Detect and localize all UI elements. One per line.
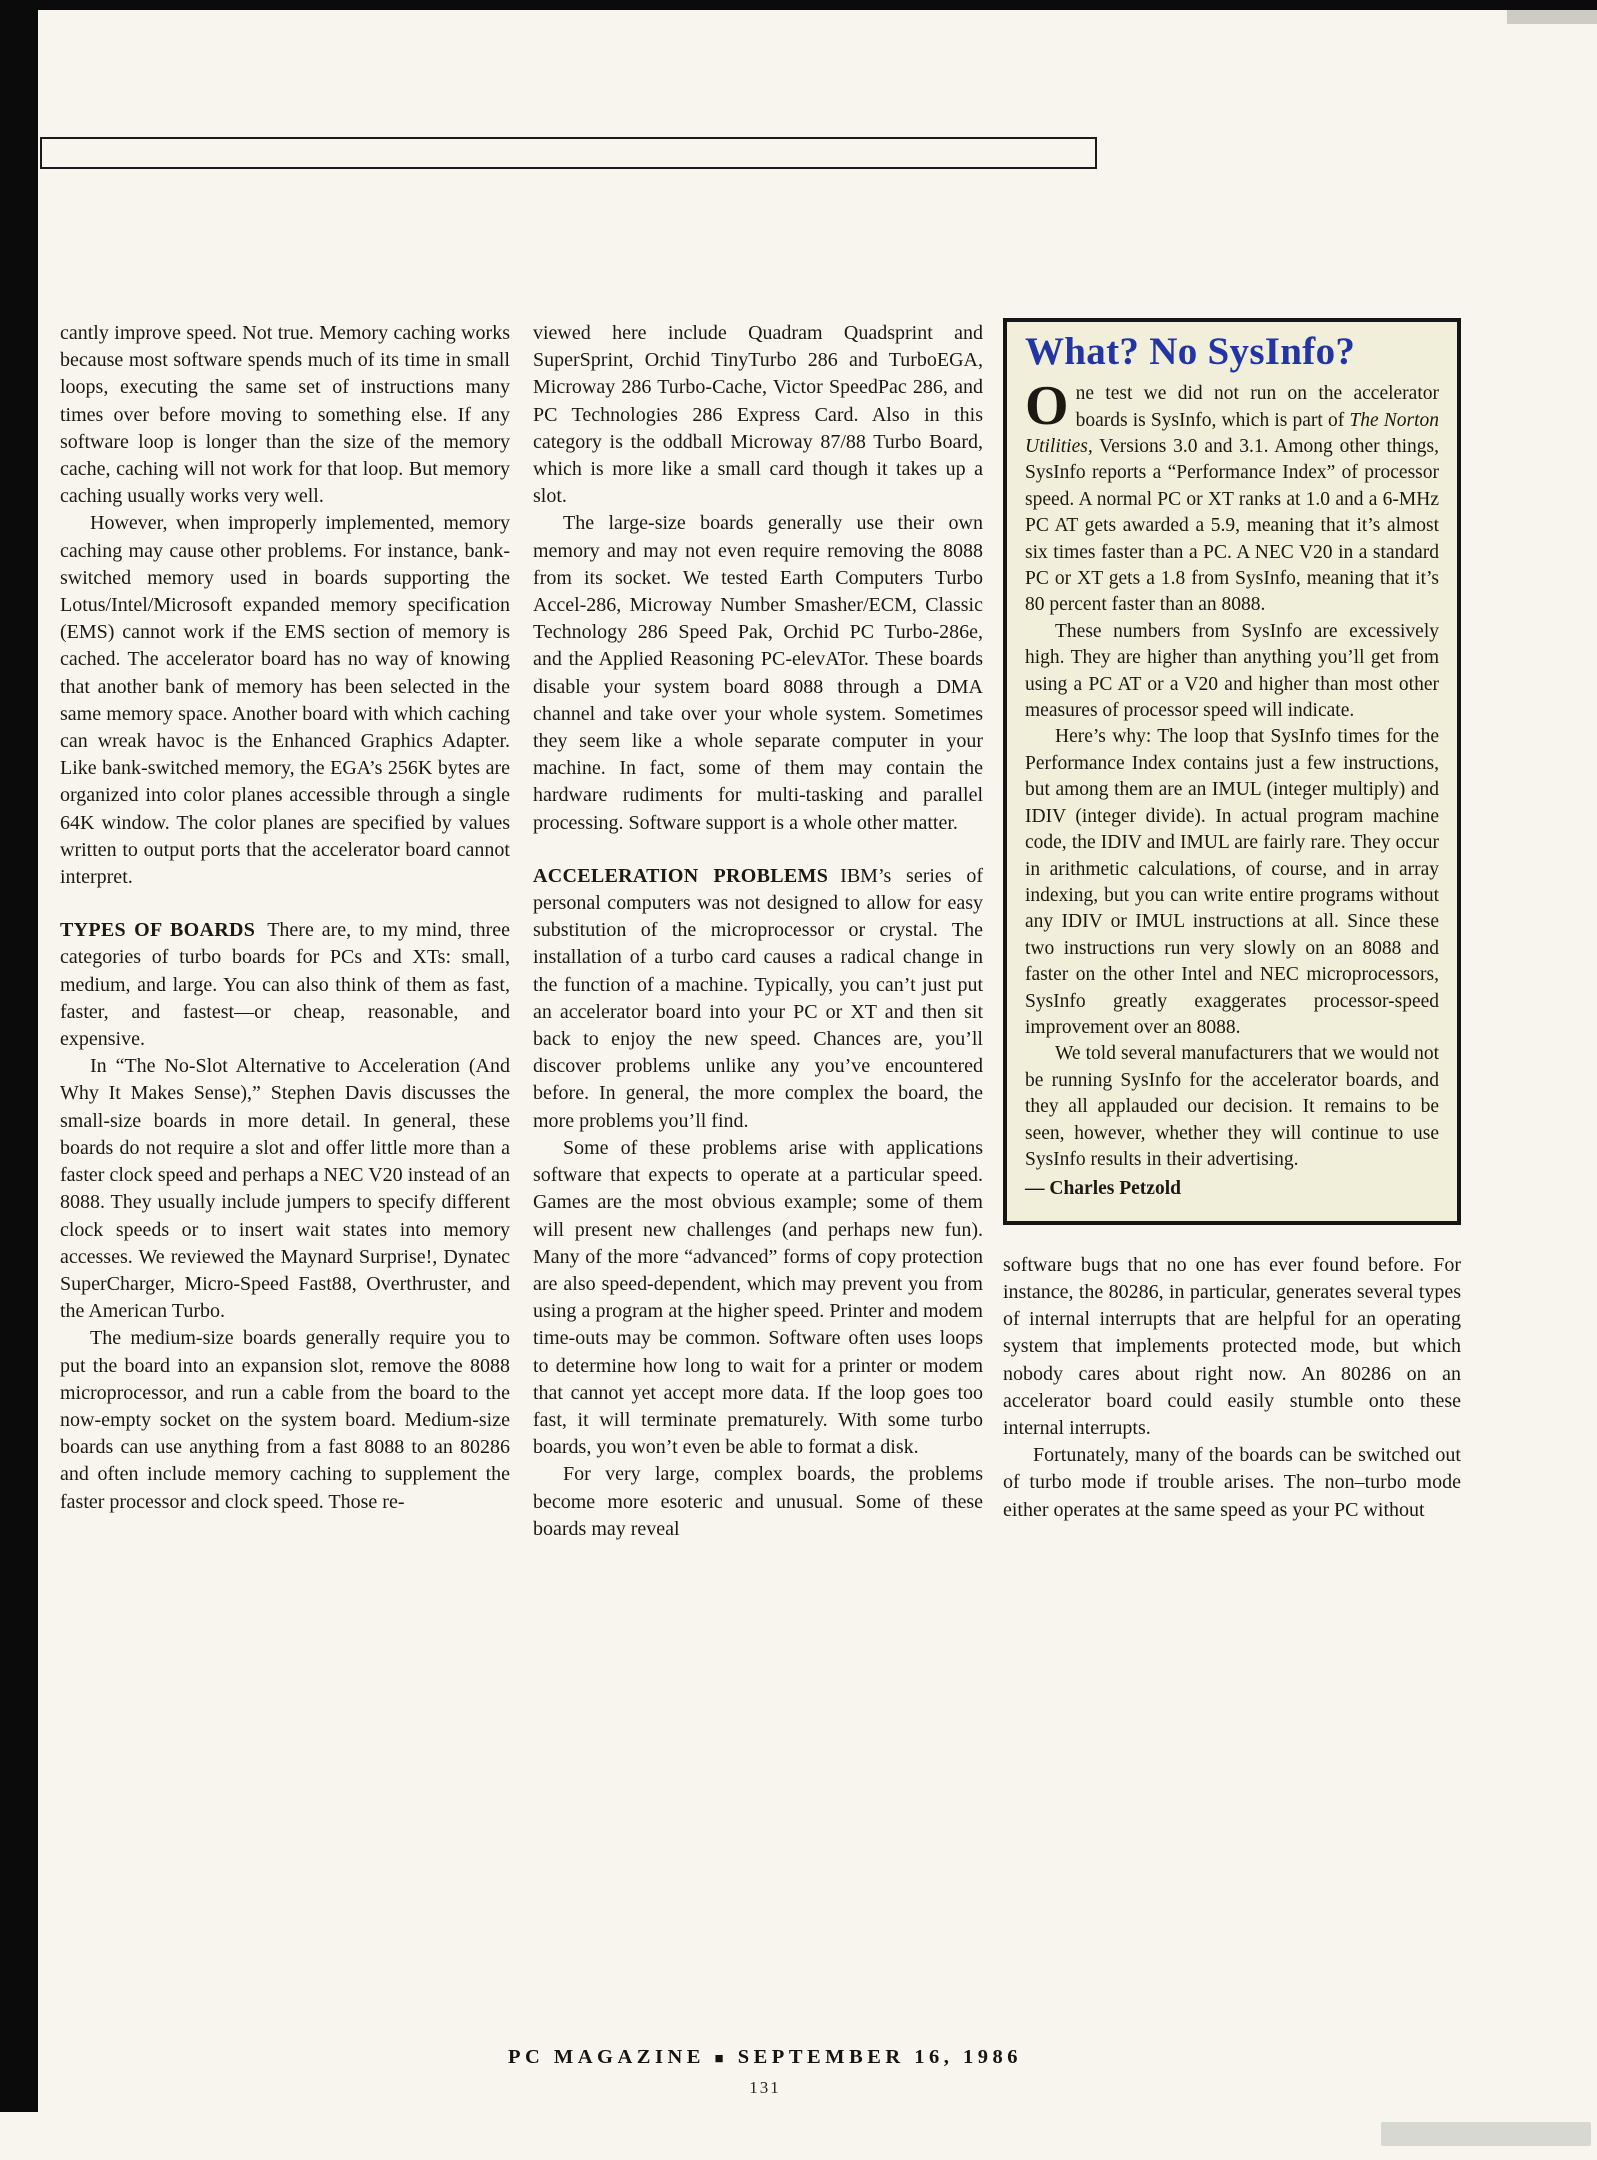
drop-cap: O	[1025, 375, 1069, 438]
scan-edge-top	[0, 0, 1597, 10]
paragraph: viewed here include Quadram Quadsprint and SuperSprint, Orchid TinyTurbo 286 and TurboEGA, Microway 286 Turbo-Cache, Victor SpeedPac 286, and PC Technologies 286 Express Card. Also in this category is the oddball Microway 87/88 Turbo Board, which is more like a small card though it takes up a slot.	[533, 322, 983, 508]
column-3-continuation	[1003, 1252, 1461, 1524]
footer-date: SEPTEMBER 16, 1986	[737, 2046, 1023, 2068]
page-number: 131	[749, 2078, 781, 2097]
paragraph: In “The No-Slot Alternative to Acceleration (And Why It Makes Sense),” Stephen Davis discusses the small-size boards in more detail. In general, these boards do not require a slot and offer little more than a faster clock speed and perhaps a NEC V20 instead of an 8088. They usually include jumpers to specify different clock speeds or to insert wait states into memory accesses. We reviewed the Maynard Surprise!, Dynatec SuperCharger, Micro-Speed Fast88, Overthruster, and the American Turbo.	[60, 1055, 510, 1323]
page-footer	[40, 2046, 1490, 2069]
paragraph: The large-size boards generally use their own memory and may not even require removing the 8088 from its socket. We tested Earth Computers Turbo Accel-286, Microway Number Smasher/ECM, Classic Technology 286 Speed Pak, Orchid PC Turbo-286e, and the Applied Reasoning PC-elevATor. These boards disable your system board 8088 through a DMA channel and take over your whole system. Sometimes they seem like a whole separate computer in your machine. In fact, some of them may contain the hardware rudiments for multi-tasking and parallel processing. Software support is a whole other matter.	[533, 512, 983, 834]
paragraph: Some of these problems arise with applications software that expects to operate at a particular speed. Games are the most obvious example; some of them will present new challenges (and perhaps new fun). Many of the more “advanced” forms of copy protection are also speed-dependent, which may prevent you from using a program at the higher speed. Printer and modem time-outs may be common. Software often uses loops to determine how long to wait for a printer or modem that cannot yet accept more data. If the loop goes too fast, it will terminate prematurely. With some turbo boards, you won’t even be able to format a disk.	[533, 1136, 983, 1459]
paragraph: software bugs that no one has ever found before. For instance, the 80286, in particular, generates several types of internal interrupts that are helpful for an operating system that implements protected mode, but which nobody cares about right now. An 80286 on an accelerator board could easily stumble onto these internal interrupts.	[1003, 1253, 1461, 1440]
paragraph: cantly improve speed. Not true. Memory caching works because most software spends much of its time in small loops, executing the same set of instructions many times over before moving to something else. If any software loop is longer than the size of the memory cache, caching will not work for that loop. But memory caching usually works very well.	[60, 322, 510, 508]
section-heading-paragraph: TYPES OF BOARDS There are, to my mind, three categories of turbo boards for PCs and XTs: small, medium, and large. You can also think of them as fast, faster, and fastest—or cheap, reasonable, and expensive.	[60, 919, 511, 1051]
paragraph: We told several manufacturers that we would not be running SysInfo for the accelerator boards, and they all applauded our decision. It remains to be seen, however, whether they will continue to use SysInfo results in their advertising.	[1025, 1043, 1439, 1170]
paragraph: The medium-size boards generally require you to put the board into an expansion slot, remove the 8088 microprocessor, and run a cable from the board to the now-empty socket on the system board. Medium-size boards can use anything from a fast 8088 to an 80286 and often include memory caching to supplement the faster processor and clock speed. Those re-	[60, 1327, 510, 1513]
scan-smudge	[1507, 10, 1597, 24]
sidebar-title: What? No SysInfo?	[1025, 330, 1356, 373]
footer-magazine-name: PC MAGAZINE	[507, 2046, 705, 2068]
column-1	[60, 320, 510, 1516]
sidebar-body	[1025, 375, 1440, 1203]
section-heading-paragraph: ACCELERATION PROBLEMS IBM’s series of personal computers was not designed to allow for easy substitution of the microprocessor or crystal. The installation of a turbo card causes a radical change in the function of a machine. Typically, you can’t just put an accelerator board into your PC or XT and then sit back to enjoy the new speed. Chances are, you’ll discover problems unlike any you’ve encountered before. In general, the more complex the board, the more problems you’ll find.	[533, 864, 983, 1132]
column-2	[533, 320, 983, 1543]
sysinfo-sidebar-box	[1003, 318, 1461, 1225]
paragraph: However, when improperly implemented, memory caching may cause other problems. For instance, bank-switched memory used in boards supporting the Lotus/Intel/Microsoft expanded memory specification (EMS) cannot work if the EMS section of memory is cached. The accelerator board has no way of knowing that another bank of memory has been selected in the same memory space. Another board with which caching can wreak havoc is the Enhanced Graphics Adapter. Like bank-switched memory, the EGA’s 256K bytes are organized into color planes accessible through a single 64K window. The color planes are specified by values written to output ports that the accelerator board cannot interpret.	[60, 512, 510, 889]
column-3	[1003, 318, 1461, 1524]
paragraph: One test we did not run on the accelerator boards is SysInfo, which is part of The Norton Utilities, Versions 3.0 and 3.1. Among other things, SysInfo reports a “Performance Index” of processor speed. A normal PC or XT ranks at 1.0 and a 6-MHz PC AT gets awarded a 5.9, meaning that it’s almost six times faster than a PC. A NEC V20 in a standard PC or XT gets a 1.8 from SysInfo, meaning that it’s 80 percent faster than an 8088.	[1025, 375, 1440, 616]
watermark	[1381, 2122, 1591, 2146]
paragraph: Fortunately, many of the boards can be switched out of turbo mode if trouble arises. The non–turbo mode either operates at the same speed as your PC without	[1003, 1444, 1461, 1521]
scan-edge-left	[0, 0, 38, 2112]
byline: — Charles Petzold	[1025, 1178, 1181, 1200]
paragraph: For very large, complex boards, the problems become more esoteric and unusual. Some of these boards may reveal	[533, 1463, 983, 1540]
paragraph: These numbers from SysInfo are excessively high. They are higher than anything you’ll get from using a PC AT or a V20 and higher than most other measures of processor speed will indicate.	[1025, 620, 1439, 722]
footer-square-bullet-icon: ■	[714, 2051, 729, 2067]
header-rule-box	[40, 137, 1097, 169]
run-in-heading: ACCELERATION PROBLEMS	[533, 864, 829, 887]
paragraph: Here’s why: The loop that SysInfo times for the Performance Index contains just a few instructions, but among them are an IMUL (integer multiply) and IDIV (integer divide). In actual program machine code, the IDIV and IMUL are fairly rare. They occur in arithmetic calculations, of course, and in array indexing, but you can write entire programs without any IDIV or IMUL instructions at all. Since these two instructions run very slowly on an 8088 and faster on the other Intel and NEC microprocessors, SysInfo greatly exaggerates processor-speed improvement over an 8088.	[1025, 726, 1439, 1038]
run-in-heading: TYPES OF BOARDS	[60, 919, 256, 942]
